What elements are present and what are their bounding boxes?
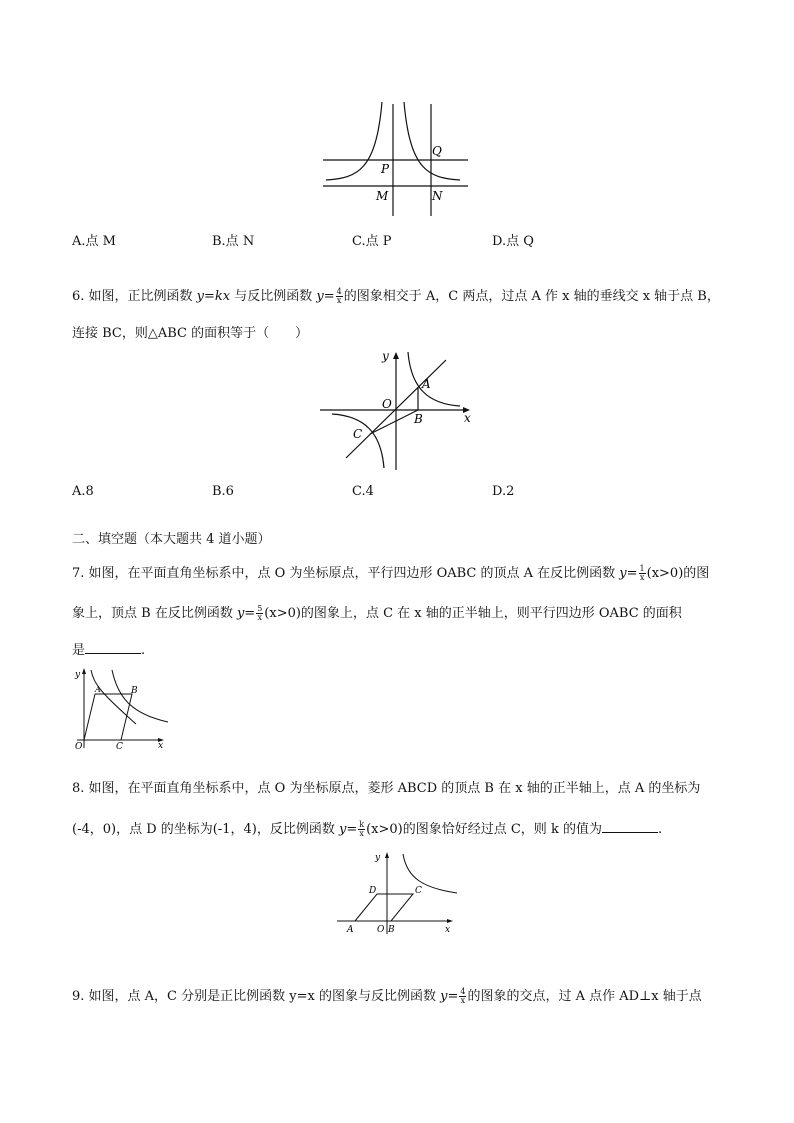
q6-option-c: C.4 (352, 484, 374, 499)
rhombus-ABCD (355, 894, 413, 921)
label-y: y (375, 853, 381, 863)
q7-line2: 象上，顶点 B 在反比例函数 y= $\frac{5}{x}$ (x>0)的图象上，点 C 在 x 轴的正半轴上，则平行四边形 OABC 的面积 (72, 604, 682, 622)
label-D: D (369, 886, 377, 896)
label-A: A (422, 377, 431, 391)
q6-figure (318, 348, 478, 474)
label-B: B (388, 925, 395, 935)
label-y: y (75, 670, 81, 680)
q5-option-b: B.点 N (212, 234, 255, 249)
q9-line1: 9. 如图，点 A，C 分别是正比例函数 y=x 的图象与反比例函数 y= $\frac{4}{x}$ 的图象的交点，过 A 点作 AD⊥x 轴于点 (72, 987, 702, 1005)
label-P: P (381, 162, 390, 176)
label-B: B (414, 412, 423, 426)
label-A: A (347, 925, 354, 935)
label-x: x (158, 741, 164, 751)
label-x: x (445, 925, 451, 935)
label-x: x (464, 411, 471, 425)
label-N: N (432, 189, 443, 203)
y-axis-arrow (385, 852, 389, 858)
label-y: y (382, 349, 389, 363)
hyperbola-right-branch (404, 102, 460, 180)
q6-line1: 6. 如图，正比例函数 y=kx 与反比例函数 y= $\frac{4}{x}$ 的图象相交于 A，C 两点，过点 A 作 x 轴的垂线交 x 轴于点 B， (72, 287, 720, 305)
label-O: O (377, 925, 385, 935)
hyperbola-lower (332, 414, 384, 468)
hyperbola-upper (408, 352, 460, 406)
section2-title: 二、填空题（本大题共 4 道小题） (72, 532, 271, 547)
label-A: A (95, 685, 101, 694)
label-O: O (75, 742, 83, 752)
q8-line1: 8. 如图，在平面直角坐标系中，点 O 为坐标原点，菱形 ABCD 的顶点 B 在 x 轴的正半轴上，点 A 的坐标为 (72, 781, 701, 796)
q6-option-d: D.2 (492, 484, 515, 499)
hyperbola-k-over-x (403, 854, 457, 893)
curve-5-over-x (112, 670, 168, 722)
label-C: C (415, 886, 422, 896)
q5-figure (318, 98, 478, 220)
q7-line3: 是 . (72, 643, 146, 658)
q5-option-c: C.点 P (352, 234, 392, 249)
q6-option-b: B.6 (212, 484, 234, 499)
answer-blank[interactable] (602, 820, 658, 833)
label-C: C (116, 742, 123, 752)
label-C: C (353, 427, 363, 441)
y-axis-arrow (393, 352, 399, 359)
q6-option-a: A.8 (72, 484, 94, 499)
q7-figure (72, 664, 172, 752)
label-O: O (382, 397, 392, 411)
label-B: B (131, 686, 138, 696)
q7-line1: 7. 如图，在平面直角坐标系中，点 O 为坐标原点，平行四边形 OABC 的顶点 A 在反比例函数 y= $\frac{1}{x}$ (x>0)的图 (72, 564, 710, 582)
label-Q: Q (432, 144, 442, 158)
segment-BC (370, 410, 418, 434)
y-axis-arrow (82, 668, 86, 674)
q6-line2: 连接 BC，则△ABC 的面积等于（ ） (72, 326, 309, 341)
curve-1-over-x (91, 670, 136, 724)
label-M: M (376, 189, 389, 203)
q8-figure (333, 848, 463, 938)
q5-option-d: D.点 Q (492, 234, 534, 249)
answer-blank[interactable] (85, 641, 141, 654)
parallelogram-OABC (84, 694, 132, 740)
hyperbola-left-branch (326, 102, 382, 180)
x-axis-arrow (447, 919, 453, 923)
q5-option-a: A.点 M (72, 234, 116, 249)
q8-line2: (-4，0)，点 D 的坐标为(-1，4)，反比例函数 y= $\frac{k}{x}$ (x>0)的图象恰好经过点 C，则 k 的值为 . (72, 820, 663, 838)
